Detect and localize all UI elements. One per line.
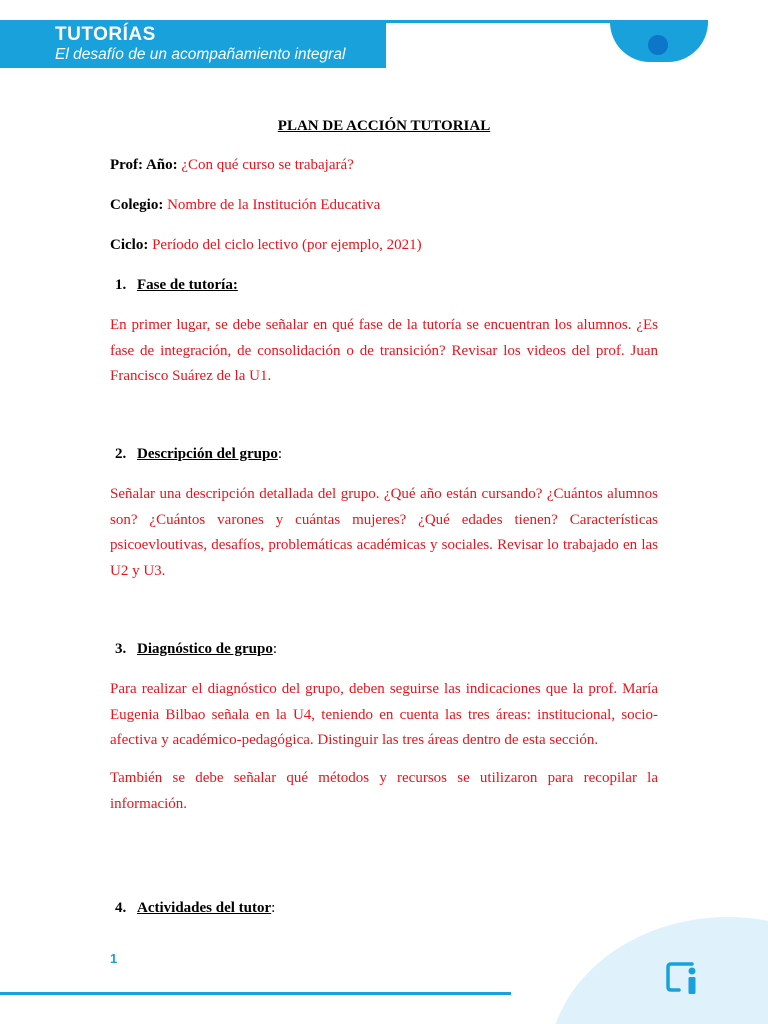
section-number: 3. xyxy=(115,641,127,657)
section-heading-2 xyxy=(115,446,282,463)
section-heading-4 xyxy=(115,900,275,917)
footer-corner-shape xyxy=(548,917,768,1024)
prof-value: ¿Con qué curso se trabajará? xyxy=(181,157,354,173)
section-number: 1. xyxy=(115,277,127,293)
section-title: Fase de tutoría: xyxy=(137,277,238,293)
colegio-value: Nombre de la Institución Educativa xyxy=(167,197,381,213)
section-suffix: : xyxy=(271,900,276,916)
document-title: PLAN DE ACCIÓN TUTORIAL xyxy=(277,118,491,134)
header-banner xyxy=(0,20,386,68)
colegio-label: Colegio: xyxy=(110,197,164,213)
section-paragraph: Señalar una descripción detallada del grupo. ¿Qué año están cursando? ¿Cuántos alumnos son? ¿Cuántos varones y cuántas mujeres? ¿Qué edades tienen? Características psicoevloutivas, desafíos, problemáticas académicas y sociales. Revisar lo trabajado en las U2 y U3. xyxy=(110,486,658,579)
section-title: Descripción del grupo xyxy=(137,446,278,462)
section-heading-1 xyxy=(115,277,238,294)
colegio-field xyxy=(110,197,380,214)
ciclo-label: Ciclo: xyxy=(110,237,149,253)
header-dot-icon xyxy=(648,35,668,55)
page-number: 1 xyxy=(110,951,118,966)
header-title: TUTORÍAS xyxy=(55,24,156,45)
section-heading-3 xyxy=(115,641,277,658)
prof-field xyxy=(110,157,354,174)
section-suffix: : xyxy=(272,641,278,657)
ciclo-field xyxy=(110,237,422,254)
section-title: Diagnóstico de grupo xyxy=(137,641,273,657)
info-i-icon xyxy=(665,958,703,996)
section-number: 2. xyxy=(115,446,127,462)
section-title: Actividades del tutor xyxy=(137,900,272,916)
section-paragraph: También se debe señalar qué métodos y recursos se utilizaron para recopilar la información. xyxy=(110,770,658,812)
section-number: 4. xyxy=(115,900,127,916)
header-subtitle: El desafío de un acompañamiento integral xyxy=(55,46,346,63)
section-paragraph: En primer lugar, se debe señalar en qué fase de la tutoría se encuentran los alumnos. ¿Es fase de integración, de consolidación o de transición? Revisar los videos del prof. Juan Francisco Suárez de la U1. xyxy=(110,317,658,384)
footer-rule xyxy=(0,992,511,995)
section-paragraph: Para realizar el diagnóstico del grupo, deben seguirse las indicaciones que la prof. María Eugenia Bilbao señala en la U4, teniendo en cuenta las tres áreas: institucional, socio-afectiva y académico-pedagógica. Distinguir las tres áreas dentro de esta sección. xyxy=(110,681,658,748)
prof-label: Prof: Año: xyxy=(110,157,178,173)
section-suffix: : xyxy=(277,446,283,462)
ciclo-value: Período del ciclo lectivo (por ejemplo, 2021) xyxy=(152,237,422,253)
